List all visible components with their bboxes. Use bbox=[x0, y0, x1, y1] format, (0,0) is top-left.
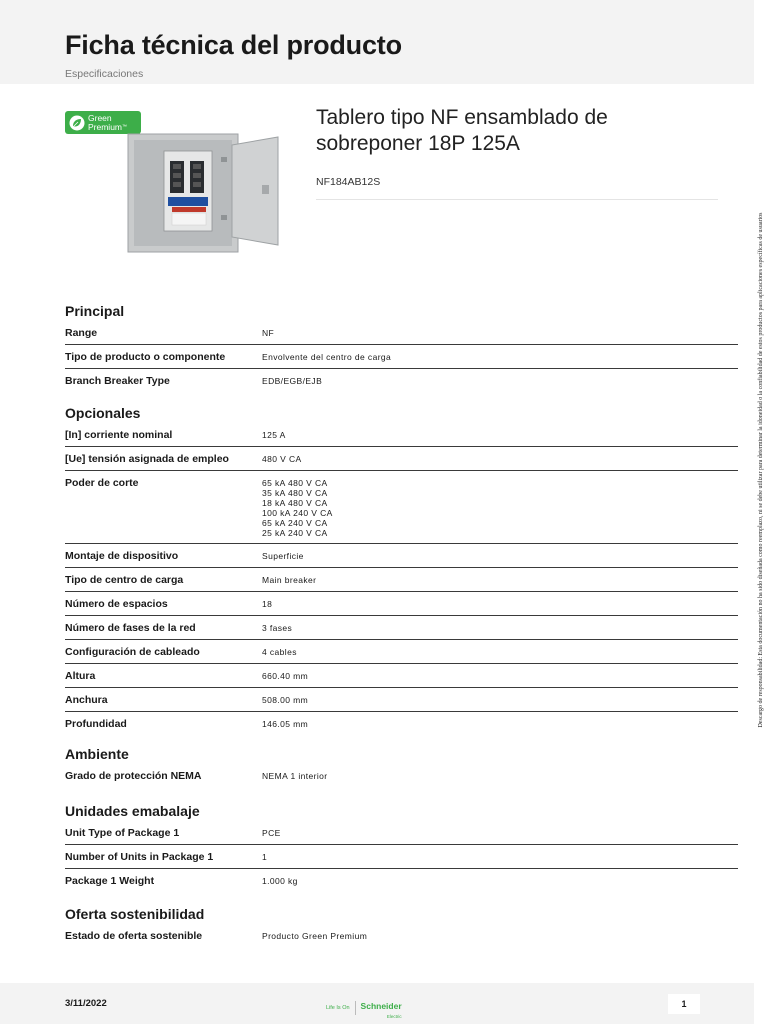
spec-label: Estado de oferta sostenible bbox=[65, 930, 203, 942]
spec-row bbox=[65, 568, 738, 592]
spec-label: [Ue] tensión asignada de empleo bbox=[65, 453, 229, 465]
spec-label: Montaje de dispositivo bbox=[65, 550, 179, 562]
section-ambiente bbox=[65, 746, 738, 787]
spec-row bbox=[65, 369, 738, 392]
spec-value: NEMA 1 interior bbox=[262, 771, 328, 781]
spec-row bbox=[65, 924, 738, 947]
spec-value: 125 A bbox=[262, 430, 286, 440]
title-divider bbox=[316, 199, 718, 200]
spec-value: Superficie bbox=[262, 551, 304, 561]
spec-row bbox=[65, 471, 738, 544]
spec-value: 660.40 mm bbox=[262, 671, 309, 681]
section-principal bbox=[65, 303, 738, 392]
section-title: Unidades emabalaje bbox=[65, 803, 200, 819]
spec-value: 18 bbox=[262, 599, 273, 609]
spec-value: 1 bbox=[262, 852, 268, 862]
spec-value: Envolvente del centro de carga bbox=[262, 352, 392, 362]
spec-row bbox=[65, 712, 738, 735]
brand-tagline: Life Is On bbox=[326, 1004, 350, 1011]
page-number: 1 bbox=[668, 994, 700, 1014]
spec-row bbox=[65, 345, 738, 369]
spec-row bbox=[65, 664, 738, 688]
product-title: Tablero tipo NF ensamblado de sobreponer 18P 125A bbox=[316, 106, 608, 155]
spec-value: NF bbox=[262, 328, 275, 338]
spec-row bbox=[65, 688, 738, 712]
spec-row bbox=[65, 592, 738, 616]
spec-value: 146.05 mm bbox=[262, 719, 309, 729]
spec-value: 508.00 mm bbox=[262, 695, 309, 705]
brand-name: Schneider bbox=[360, 1001, 402, 1011]
spec-label: Unit Type of Package 1 bbox=[65, 827, 180, 839]
spec-label: Tipo de producto o componente bbox=[65, 351, 226, 363]
brand-separator bbox=[355, 1001, 356, 1015]
spec-row bbox=[65, 423, 738, 447]
spec-label: Range bbox=[65, 327, 98, 339]
badge-line-2: Premium bbox=[88, 121, 123, 132]
badge-trademark: ™ bbox=[122, 123, 128, 130]
spec-value: 1.000 kg bbox=[262, 876, 298, 886]
spec-value: PCE bbox=[262, 828, 281, 838]
page-subtitle: Especificaciones bbox=[65, 68, 144, 80]
spec-value: 3 fases bbox=[262, 623, 293, 633]
section-unidades bbox=[65, 803, 738, 892]
footer-date: 3/11/2022 bbox=[65, 998, 107, 1009]
spec-row bbox=[65, 447, 738, 471]
spec-row bbox=[65, 321, 738, 345]
spec-label: Tipo de centro de carga bbox=[65, 574, 184, 586]
section-title: Oferta sostenibilidad bbox=[65, 906, 205, 922]
spec-label: Anchura bbox=[65, 694, 108, 706]
spec-label: Número de espacios bbox=[65, 598, 168, 610]
spec-value: Producto Green Premium bbox=[262, 931, 368, 941]
product-image bbox=[126, 131, 280, 253]
disclaimer-text: Descargo de responsabilidad: Esta documentación no ha sido diseñada como reemplazo, ni se debe utilizar para determinar la idoneidad o la confiabilidad de estos productos para aplicaciones específicas de usuarios bbox=[758, 212, 764, 728]
spec-label: Poder de corte bbox=[65, 477, 139, 489]
spec-row bbox=[65, 616, 738, 640]
spec-value: EDB/EGB/EJB bbox=[262, 376, 323, 386]
spec-row bbox=[65, 544, 738, 568]
spec-label: Profundidad bbox=[65, 718, 127, 730]
section-title: Ambiente bbox=[65, 746, 129, 762]
brand-logo bbox=[326, 996, 402, 1019]
spec-label: Branch Breaker Type bbox=[65, 375, 170, 387]
leaf-icon bbox=[69, 115, 85, 131]
product-reference: NF184AB12S bbox=[316, 176, 381, 188]
section-opcionales bbox=[65, 405, 738, 735]
spec-label: Configuración de cableado bbox=[65, 646, 200, 658]
spec-row bbox=[65, 764, 738, 787]
section-title: Principal bbox=[65, 303, 125, 319]
spec-label: Grado de protección NEMA bbox=[65, 770, 202, 782]
page-title: Ficha técnica del producto bbox=[65, 30, 402, 60]
spec-row bbox=[65, 869, 738, 892]
brand-sub: Electric bbox=[386, 1014, 402, 1019]
spec-label: Altura bbox=[65, 670, 96, 682]
spec-value: 480 V CA bbox=[262, 454, 302, 464]
spec-label: Número de fases de la red bbox=[65, 622, 196, 634]
section-title: Opcionales bbox=[65, 405, 141, 421]
spec-row bbox=[65, 845, 738, 869]
spec-value: 4 cables bbox=[262, 647, 297, 657]
section-oferta bbox=[65, 906, 738, 947]
spec-row bbox=[65, 640, 738, 664]
spec-label: [In] corriente nominal bbox=[65, 429, 173, 441]
spec-value: Main breaker bbox=[262, 575, 317, 585]
spec-value: 65 kA 480 V CA 35 kA 480 V CA 18 kA 480 V CA 100 kA 240 V CA 65 kA 240 V CA 25 kA 240 V CA bbox=[262, 478, 333, 538]
spec-label: Package 1 Weight bbox=[65, 875, 155, 887]
spec-row bbox=[65, 821, 738, 845]
spec-label: Number of Units in Package 1 bbox=[65, 851, 214, 863]
badge-line-1: Green bbox=[88, 112, 112, 123]
